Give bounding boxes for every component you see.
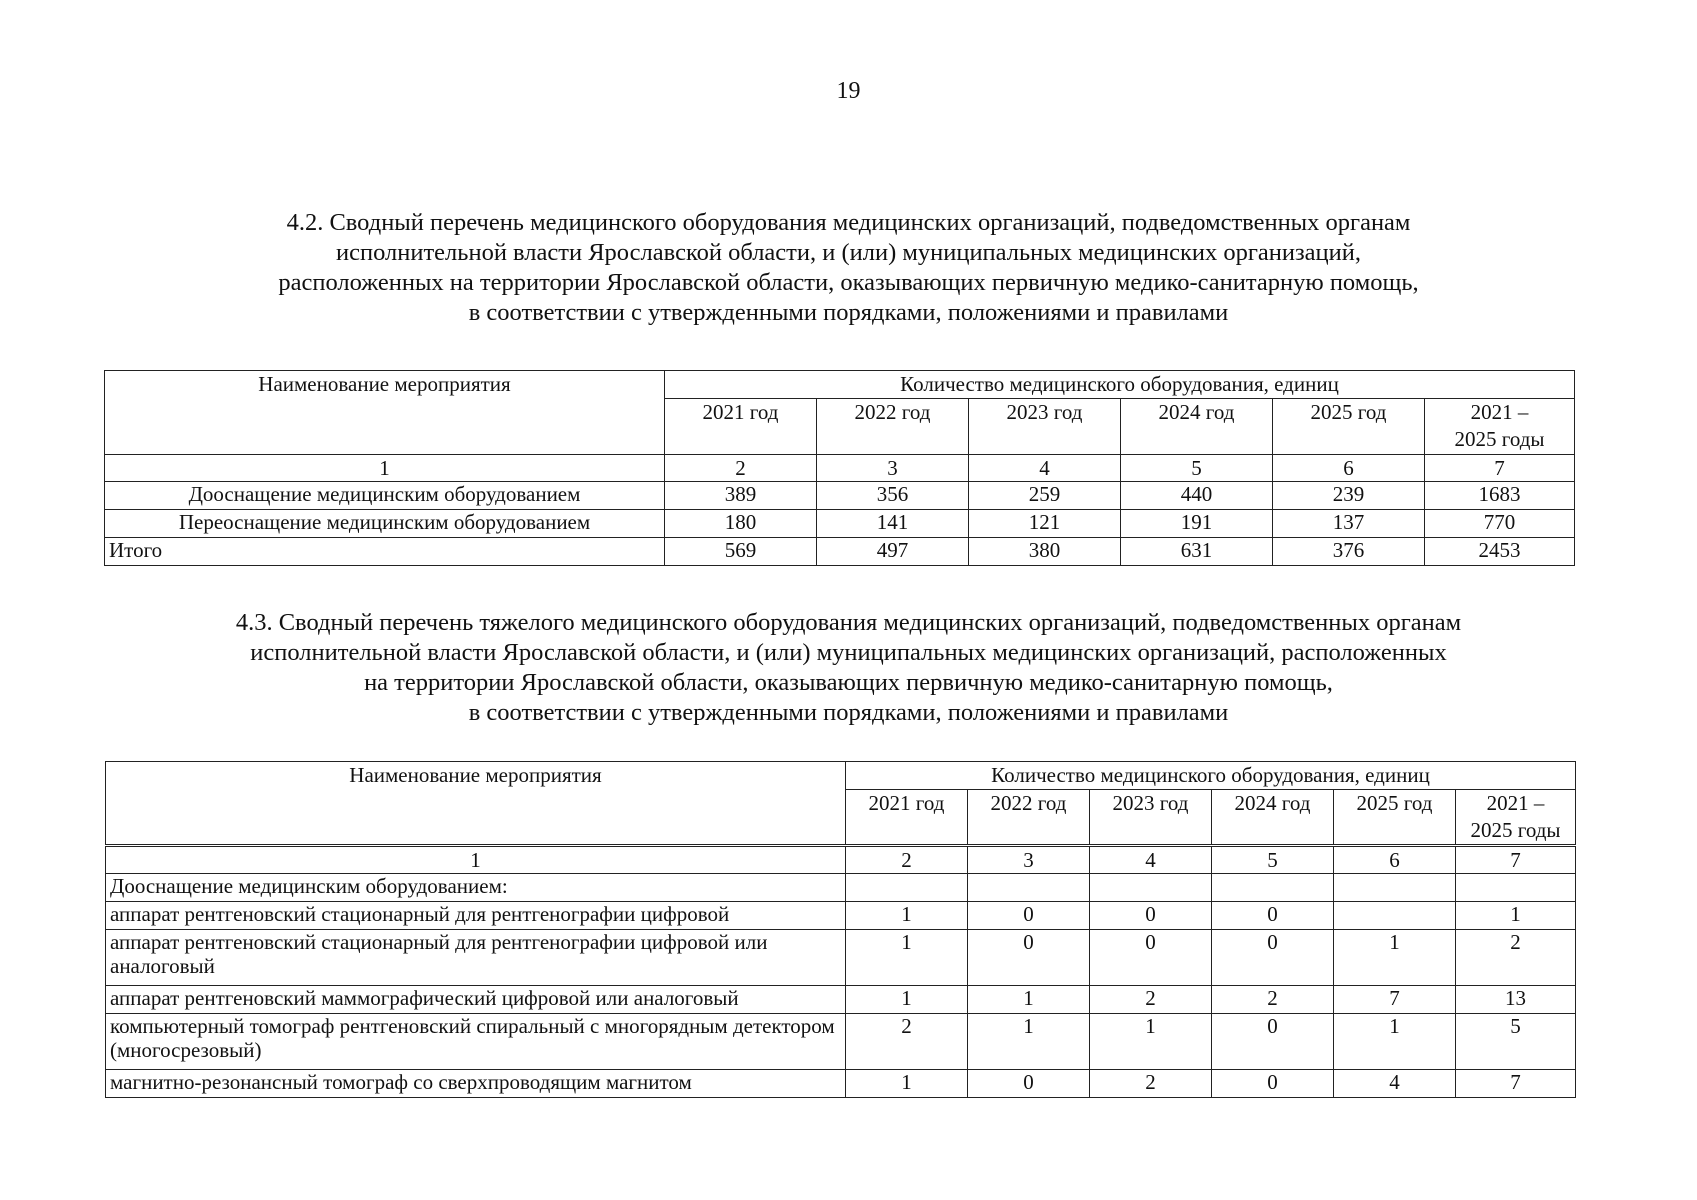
cell-value: 770: [1425, 510, 1575, 538]
cell-value: 1: [1334, 1014, 1456, 1070]
table-row: [106, 902, 1576, 930]
column-number: 4: [1090, 846, 1212, 874]
column-number: 7: [1425, 455, 1575, 482]
column-number: 1: [106, 846, 846, 874]
column-number: 4: [969, 455, 1121, 482]
total-years-line: 2025 годы: [1470, 818, 1561, 842]
cell-value: 0: [1212, 1070, 1334, 1098]
row-name: Переоснащение медицинским оборудованием: [105, 510, 665, 538]
empty-cell: [968, 874, 1090, 902]
cell-value: 1: [968, 1014, 1090, 1070]
cell-value: 380: [969, 538, 1121, 566]
row-name: аппарат рентгеновский стационарный для рентгенографии цифровой: [106, 902, 846, 930]
year-header: 2021 год: [846, 790, 968, 846]
name-column-header: Наименование мероприятия: [105, 371, 665, 455]
cell-value: 180: [665, 510, 817, 538]
cell-value: 0: [1212, 902, 1334, 930]
title-line: на территории Ярославской области, оказывающих первичную медико-санитарную помощь,: [364, 669, 1333, 696]
cell-value: 2: [1212, 986, 1334, 1014]
cell-value: 0: [1090, 930, 1212, 986]
cell-value: 0: [968, 1070, 1090, 1098]
cell-value: 7: [1334, 986, 1456, 1014]
cell-value: 1: [1334, 930, 1456, 986]
group-row: [106, 874, 1576, 902]
column-number: 7: [1456, 846, 1576, 874]
empty-cell: [846, 874, 968, 902]
cell-value: 0: [1212, 1014, 1334, 1070]
cell-value: 0: [1090, 902, 1212, 930]
cell-value: 2: [1456, 930, 1576, 986]
title-line: исполнительной власти Ярославской области, и (или) муниципальных медицинских организаций, расположенных: [250, 639, 1447, 666]
year-header: 2024 год: [1121, 399, 1273, 455]
column-number: 5: [1212, 846, 1334, 874]
cell-value: 2: [846, 1014, 968, 1070]
year-header: 2023 год: [969, 399, 1121, 455]
total-years-header: [1425, 399, 1575, 455]
cell-value: 7: [1456, 1070, 1576, 1098]
title-line: в соответствии с утвержденными порядками, положениями и правилами: [468, 699, 1229, 726]
empty-cell: [1090, 874, 1212, 902]
cell-value: 259: [969, 482, 1121, 510]
total-years-line: 2021 –: [1470, 400, 1529, 424]
cell-value: 1: [968, 986, 1090, 1014]
table-row: [106, 930, 1576, 986]
page-number: 19: [836, 78, 861, 104]
title-line: расположенных на территории Ярославской области, оказывающих первичную медико-санитарную помощь,: [278, 269, 1419, 296]
equipment-table-4-2: [104, 370, 1575, 566]
cell-value: 239: [1273, 482, 1425, 510]
cell-value: 1: [846, 930, 968, 986]
cell-value: 0: [968, 902, 1090, 930]
year-header: 2023 год: [1090, 790, 1212, 846]
cell-value: 4: [1334, 1070, 1456, 1098]
year-header: 2024 год: [1212, 790, 1334, 846]
column-number: 3: [817, 455, 969, 482]
section-4-2-title: [0, 208, 1697, 328]
cell-value: 1: [1456, 902, 1576, 930]
cell-value: 13: [1456, 986, 1576, 1014]
year-header: 2025 год: [1273, 399, 1425, 455]
cell-value: 137: [1273, 510, 1425, 538]
column-number: 3: [968, 846, 1090, 874]
title-line: 4.2. Сводный перечень медицинского оборудования медицинских организаций, подведомственных органам: [286, 209, 1411, 236]
column-number: 2: [846, 846, 968, 874]
cell-value: 141: [817, 510, 969, 538]
cell-value: 5: [1456, 1014, 1576, 1070]
section-4-3-title: [0, 608, 1697, 728]
empty-cell: [1212, 874, 1334, 902]
year-header: 2021 год: [665, 399, 817, 455]
quantity-group-header: Количество медицинского оборудования, единиц: [846, 762, 1576, 790]
total-years-line: 2021 –: [1486, 791, 1545, 815]
table-row: [106, 986, 1576, 1014]
cell-value: 121: [969, 510, 1121, 538]
cell-value: 497: [817, 538, 969, 566]
total-years-line: 2025 годы: [1454, 427, 1545, 451]
table-row: [106, 1014, 1576, 1070]
year-header: 2025 год: [1334, 790, 1456, 846]
row-name: Дооснащение медицинским оборудованием: [105, 482, 665, 510]
cell-value: 0: [1212, 930, 1334, 986]
column-number: 1: [105, 455, 665, 482]
cell-value: 569: [665, 538, 817, 566]
cell-value: 2: [1090, 1070, 1212, 1098]
cell-value: 1683: [1425, 482, 1575, 510]
table-row: [105, 482, 1575, 510]
table-row: [105, 538, 1575, 566]
column-number: 5: [1121, 455, 1273, 482]
cell-value: 389: [665, 482, 817, 510]
empty-cell: [1456, 874, 1576, 902]
group-row-label: Дооснащение медицинским оборудованием:: [106, 874, 846, 902]
total-years-header: [1456, 790, 1576, 846]
row-name: Итого: [105, 538, 665, 566]
row-name: аппарат рентгеновский стационарный для рентгенографии цифровой или аналоговый: [106, 930, 846, 986]
cell-value: 1: [1090, 1014, 1212, 1070]
column-number: 6: [1334, 846, 1456, 874]
quantity-group-header: Количество медицинского оборудования, единиц: [665, 371, 1575, 399]
cell-value: 356: [817, 482, 969, 510]
title-line: в соответствии с утвержденными порядками, положениями и правилами: [468, 299, 1229, 326]
empty-cell: [1334, 874, 1456, 902]
table-row: [105, 510, 1575, 538]
cell-value: 376: [1273, 538, 1425, 566]
year-header: 2022 год: [817, 399, 969, 455]
cell-value: 631: [1121, 538, 1273, 566]
title-line: 4.3. Сводный перечень тяжелого медицинского оборудования медицинских организаций, подведомственных органам: [235, 609, 1462, 636]
cell-value: 2: [1090, 986, 1212, 1014]
heavy-equipment-table-4-3: [105, 761, 1576, 1098]
title-line: исполнительной власти Ярославской области, и (или) муниципальных медицинских организаций,: [336, 239, 1361, 266]
cell-value: [1334, 902, 1456, 930]
row-name: магнитно-резонансный томограф со сверхпроводящим магнитом: [106, 1070, 846, 1098]
year-header: 2022 год: [968, 790, 1090, 846]
cell-value: 1: [846, 902, 968, 930]
row-name: компьютерный томограф рентгеновский спиральный с многорядным детектором (многосрезовый): [106, 1014, 846, 1070]
row-name: аппарат рентгеновский маммографический цифровой или аналоговый: [106, 986, 846, 1014]
cell-value: 2453: [1425, 538, 1575, 566]
column-number: 2: [665, 455, 817, 482]
cell-value: 191: [1121, 510, 1273, 538]
cell-value: 1: [846, 1070, 968, 1098]
cell-value: 0: [968, 930, 1090, 986]
cell-value: 440: [1121, 482, 1273, 510]
column-number: 6: [1273, 455, 1425, 482]
cell-value: 1: [846, 986, 968, 1014]
name-column-header: Наименование мероприятия: [106, 762, 846, 846]
table-row: [106, 1070, 1576, 1098]
